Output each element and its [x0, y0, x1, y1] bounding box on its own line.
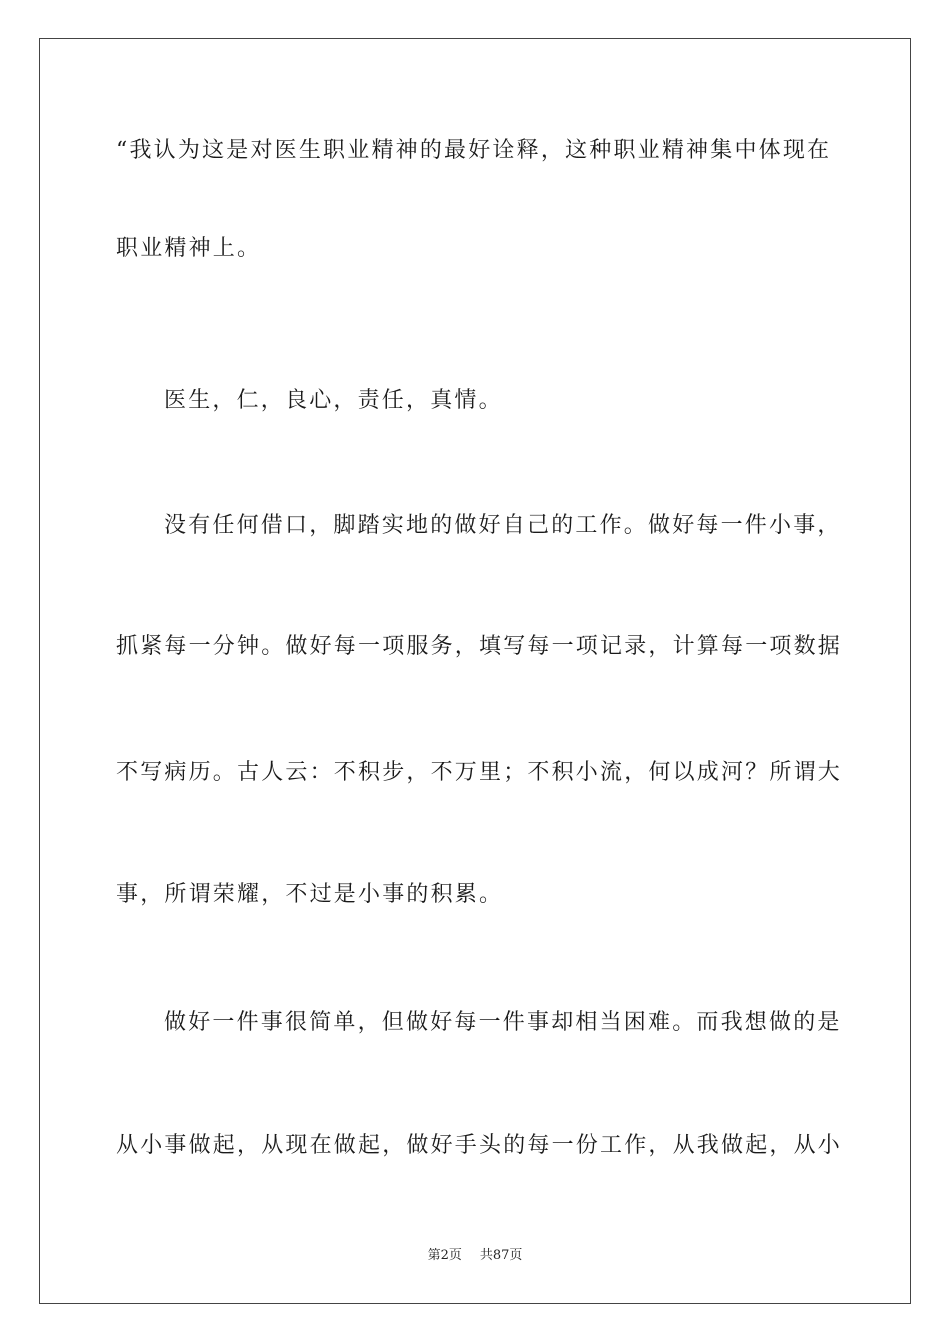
text-line: 事，所谓荣耀，不过是小事的积累。 — [116, 882, 504, 907]
text-line: 从小事做起，从现在做起，做好手头的每一份工作，从我做起，从小 — [116, 1133, 843, 1158]
page-footer — [0, 1247, 950, 1265]
text-line: 医生，仁，良心，责任，真情。 — [164, 388, 503, 413]
text-line: 职业精神上。 — [116, 236, 262, 261]
text-line: “我认为这是对医生职业精神的最好诠释，这种职业精神集中体现在 — [116, 138, 832, 163]
text-line: 做好一件事很简单，但做好每一件事却相当困难。而我想做的是 — [164, 1010, 842, 1035]
text-line: 抓紧每一分钟。做好每一项服务，填写每一项记录，计算每一项数据 — [116, 634, 843, 659]
page-border — [39, 38, 911, 1304]
page-total: 共87页 — [479, 1248, 523, 1263]
text-line: 不写病历。古人云：不积步，不万里；不积小流，何以成河？所谓大 — [116, 760, 843, 785]
text-line: 没有任何借口，脚踏实地的做好自己的工作。做好每一件小事， — [164, 513, 842, 538]
page-number: 第2页 — [427, 1248, 462, 1263]
